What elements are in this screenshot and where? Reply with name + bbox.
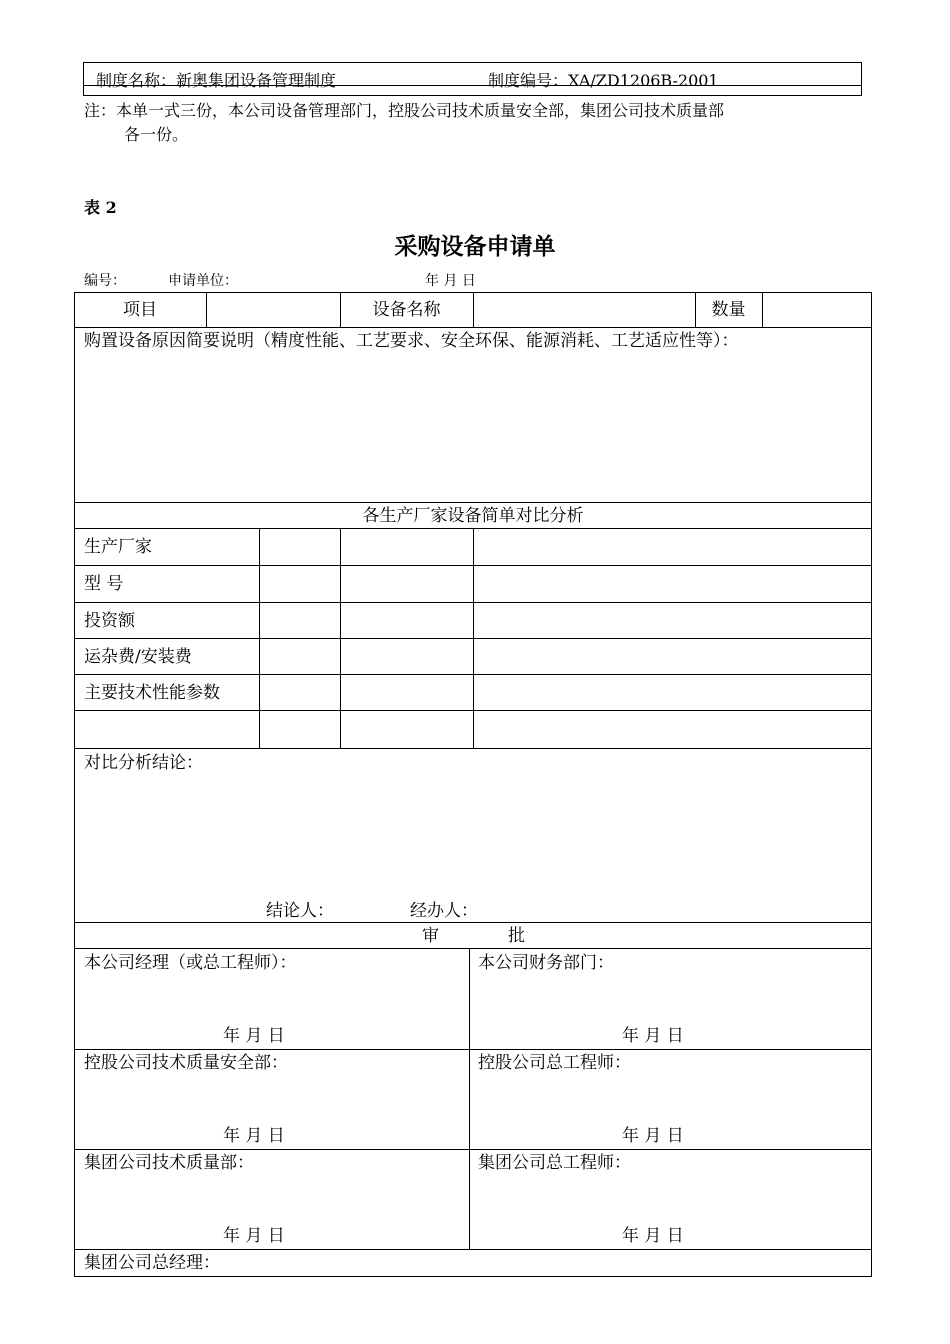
grid-line [74, 1149, 872, 1150]
grid-line [74, 922, 872, 923]
note-line-2: 各一份。 [124, 125, 189, 144]
grid-line [871, 292, 872, 1277]
approval-holding-chief-engineer: 控股公司总工程师： [478, 1053, 631, 1073]
grid-line [74, 748, 872, 749]
concluder-label: 结论人： [266, 901, 334, 921]
approval-holding-quality-safety: 控股公司技术质量安全部： [84, 1053, 288, 1073]
comparison-row-label: 投资额 [84, 611, 135, 631]
applicant-unit-label: 申请单位： [168, 273, 238, 289]
grid-line [469, 948, 470, 1249]
approval-date: 年 月 日 [622, 1226, 684, 1246]
grid-line [206, 292, 207, 327]
approval-date: 年 月 日 [223, 1026, 285, 1046]
approval-date: 年 月 日 [223, 1226, 285, 1246]
note-line-1: 注：本单一式三份，本公司设备管理部门，控股公司技术质量安全部，集团公司技术质量部 [84, 101, 725, 120]
grid-line [74, 1049, 872, 1050]
item-label: 项目 [123, 300, 157, 320]
comparison-row-label: 运杂费/安装费 [84, 647, 192, 667]
grid-line [74, 1249, 872, 1250]
comparison-row-label: 生产厂家 [84, 537, 152, 557]
equipment-name-label: 设备名称 [372, 300, 441, 320]
comparison-row-label: 型 号 [84, 574, 124, 594]
approval-group-general-manager: 集团公司总经理： [84, 1253, 220, 1273]
grid-line [259, 528, 260, 748]
grid-line [74, 948, 872, 949]
grid-line [74, 1276, 872, 1277]
approval-company-manager: 本公司经理（或总工程师）： [84, 953, 297, 973]
grid-line [340, 528, 341, 748]
grid-line [74, 502, 872, 503]
form-title: 采购设备申请单 [394, 233, 556, 260]
grid-line [473, 528, 474, 748]
grid-line [473, 292, 474, 327]
approval-company-finance: 本公司财务部门： [478, 953, 614, 973]
purchase-reason-label: 购置设备原因简要说明（精度性能、工艺要求、安全环保、能源消耗、工艺适应性等）： [84, 331, 739, 351]
approval-title-left: 审 [422, 926, 439, 946]
doc-name: 制度名称：新奥集团设备管理制度 [96, 71, 337, 90]
approval-group-chief-engineer: 集团公司总工程师： [478, 1153, 631, 1173]
date-label: 年 月 日 [425, 273, 476, 289]
approval-date: 年 月 日 [622, 1126, 684, 1146]
approval-title-right: 批 [508, 926, 525, 946]
handler-label: 经办人： [410, 901, 478, 921]
application-form-table [74, 292, 872, 1277]
grid-line [74, 292, 75, 1277]
quantity-label: 数量 [711, 300, 746, 320]
approval-group-quality: 集团公司技术质量部： [84, 1153, 254, 1173]
comparison-row-label: 主要技术性能参数 [84, 683, 220, 703]
approval-date: 年 月 日 [223, 1126, 285, 1146]
conclusion-label: 对比分析结论： [84, 753, 203, 773]
table-label: 表 2 [84, 198, 117, 217]
number-label: 编号： [84, 273, 126, 289]
grid-line [74, 327, 872, 328]
doc-number: 制度编号：XA/ZD1206B-2001 [488, 71, 719, 90]
comparison-title: 各生产厂家设备简单对比分析 [362, 506, 584, 526]
grid-line [762, 292, 763, 327]
approval-date: 年 月 日 [622, 1026, 684, 1046]
